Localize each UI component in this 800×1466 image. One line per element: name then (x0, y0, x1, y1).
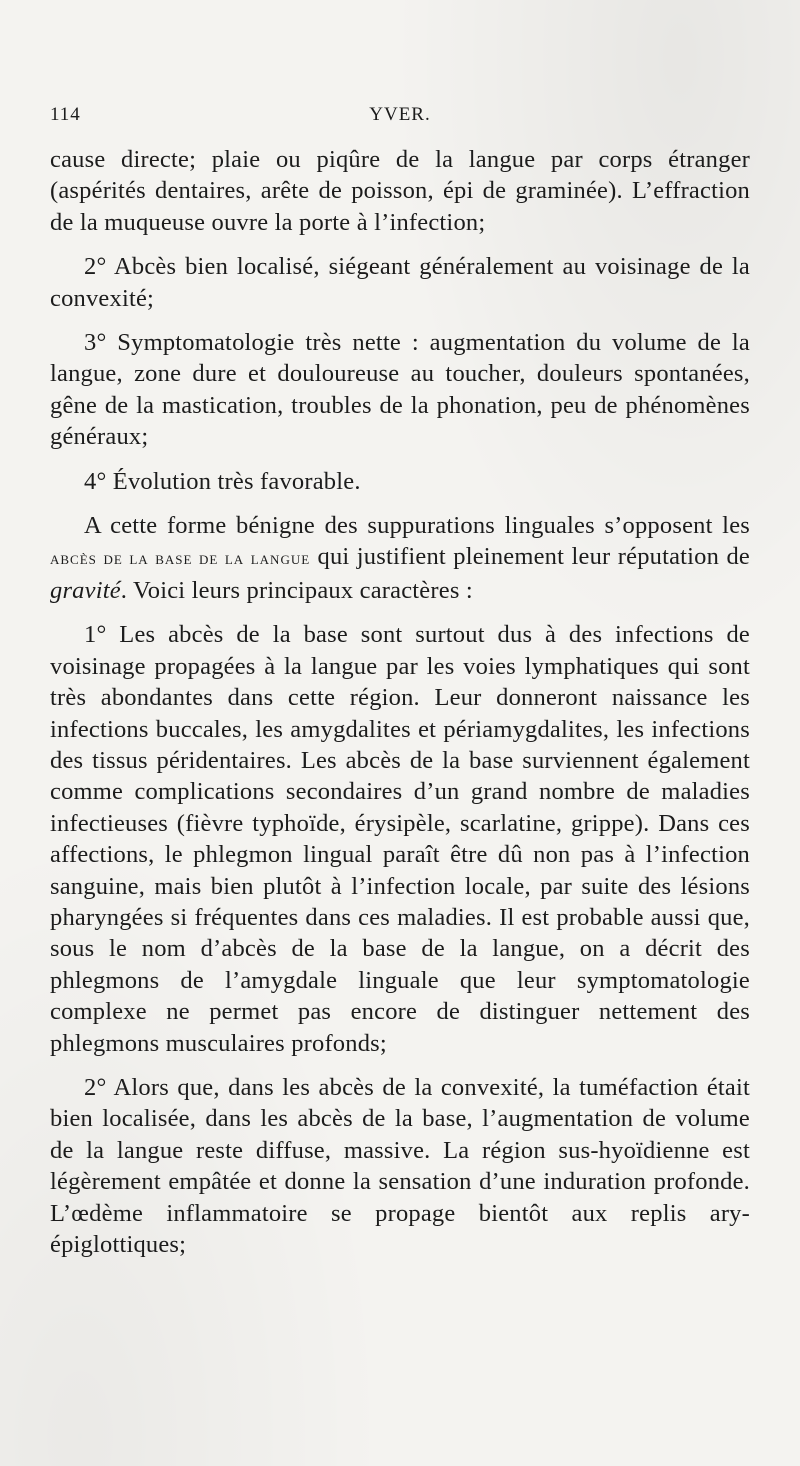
list-item-4-convexity: 4° Évolution très favorable. (84, 467, 361, 495)
italic-term: gravité (50, 576, 121, 604)
page-header (50, 104, 750, 130)
paragraph-text: qui justifient pleinement leur réputation de (310, 543, 750, 571)
paragraph-text: A cette forme bénigne des suppurations linguales s’opposent les (84, 512, 750, 540)
body-text (50, 144, 750, 1260)
running-head: YVER. (369, 104, 431, 125)
list-item-2-base: 2° Alors que, dans les abcès de la convexité, la tuméfaction était bien localisée, dans les abcès de la base, l’augmentation de volume de la langue reste diffuse, massive. La région sus-hyoïdienne est légèrement empâtée et donne la sensation d’une induration profonde. L’œdème inflammatoire se propage bientôt aux replis ary-épiglottiques; (50, 1073, 750, 1258)
page-number: 114 (50, 104, 81, 125)
list-item-1-base: 1° Les abcès de la base sont surtout dus à des infections de voisinage propagées à la langue par les voies lymphatiques qui sont très abondantes dans cette région. Leur donneront naissance les infections buccales, les amygdalites et périamygdalites, les infections des tissus péridentaires. Les abcès de la base surviennent également comme complications secondaires d’un grand nombre de maladies infectieuses (fièvre typhoïde, érysipèle, scarlatine, grippe). Dans ces affections, le phlegmon lingual paraît être dû non pas à l’infection sanguine, mais bien plutôt à l’infection locale, par suite des lésions pharyngées si fréquentes dans ces maladies. Il est probable aussi que, sous le nom d’abcès de la base de la langue, on a décrit des phlegmons de l’amygdale linguale que leur symptomatologie complexe ne permet pas encore de distinguer nettement des phlegmons musculaires profonds; (50, 621, 750, 1057)
paragraph-continuation: cause directe; plaie ou piqûre de la langue par corps étranger (aspérités dentaires, arête de poisson, épi de graminée). L’effraction de la muqueuse ouvre la porte à l’infection; (50, 146, 750, 236)
small-caps-term: abcès de la base de la langue (50, 548, 311, 569)
list-item-2-convexity: 2° Abcès bien localisé, siégeant généralement au voisinage de la convexité; (50, 253, 750, 312)
paragraph-base-abscess-intro (50, 510, 750, 606)
list-item-3-convexity: 3° Symptomatologie très nette : augmentation du volume de la langue, zone dure et douloureuse au toucher, douleurs spontanées, gêne de la mastication, troubles de la phonation, peu de phénomènes généraux; (50, 329, 750, 451)
paragraph-text: . Voici leurs principaux caractères : (120, 576, 473, 604)
